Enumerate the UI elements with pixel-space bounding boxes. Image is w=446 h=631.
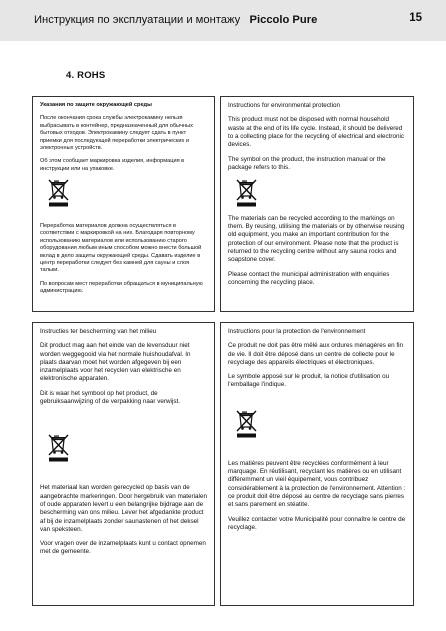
block-paragraph: Het materiaal kan worden gerecycled op basis van de aangebrachte markeringen. Door hergebruik van materialen of oude apparaten levert u een belangrijke bijdrage aan de bescherming van ons milieu. Lever het afgedankte product af bij de inzamelplaats zonder saunastenen of het deksel van speksteen.: [40, 484, 207, 533]
crossed-out-wheelie-bin-icon: [236, 179, 258, 207]
block-paragraph: Ce produit ne doit pas être mêlé aux ordures ménagères en fin de vie. Il doit être déposé dans un centre de collecte pour le recyclage des appareils électriques et électroniques.: [228, 342, 404, 366]
block-dutch: [32, 322, 215, 606]
block-paragraph: The symbol on the product, the instruction manual or the package refers to this.: [228, 155, 386, 172]
block-paragraph: Please contact the municipal administration with enquiries concerning the recycling place.: [228, 270, 390, 287]
header-manual-title: Инструкция по эксплуатации и монтажу: [34, 14, 241, 26]
block-paragraph: Об этом сообщает маркировка изделия, информация в инструкции или на упаковке.: [40, 158, 185, 172]
block-paragraph: После окончания срока службы электрокамину нельзя выбрасывать в контейнер, предназначенный для обычных бытовых отходов. Электрокамину следует сдать в пункт приемки для последующей переработки электрических и электронных устройств.: [40, 115, 193, 151]
header-title: [34, 14, 317, 26]
block-heading: Instructies ter bescherming van het milieu: [40, 328, 157, 335]
crossed-out-wheelie-bin-icon: [48, 179, 70, 207]
block-paragraph: This product must not be disposed with normal household waste at the end of its life cycle. Instead, it should be delivered to a collecting place for the recycling of electrical and electronic devices.: [228, 116, 405, 149]
block-heading: Instructions for environmental protection: [228, 102, 341, 109]
header-product-name: Piccolo Pure: [249, 14, 318, 26]
block-english: [220, 96, 414, 312]
block-paragraph: The materials can be recycled according to the markings on them. By reusing, utilising the materials or by otherwise reusing old equipment, you make an important contribution for the protection of our environment. Please note that the product is returned to the recycling centre without any sauna rocks and soapstone cover.: [228, 214, 405, 264]
block-paragraph: Les matières peuvent être recyclées conformément à leur marquage. En réutilisant, recyclant les matières ou en utilisant différemment un vieil équipement, vous contribuez considérablement à la protection de l'environnement. Attention : ce produit doit être déposé au centre de recyclage sans pierres et sans parement en stéatite.: [228, 459, 406, 509]
block-heading: Указания по защите окружающей среды: [40, 102, 152, 108]
block-paragraph: Dit product mag aan het einde van de levensduur niet worden weggegooid via het normale huishoudafval. In plaats daarvan moet het worden afgegeven bij een inzamelplaats voor het recyclen van elektrische en elektronische apparaten.: [40, 342, 191, 383]
block-paragraph: Veuillez contacter votre Municipalité pour connaître le centre de recyclage.: [228, 515, 406, 531]
crossed-out-wheelie-bin-icon: [48, 434, 70, 462]
section-title: 4. ROHS: [66, 70, 106, 81]
block-paragraph: Voor vragen over de inzamelplaats kunt u contact opnemen met de gemeente.: [40, 540, 206, 556]
page-number: 15: [409, 12, 422, 24]
block-paragraph: По вопросам мест переработки обращаться в муниципальную администрацию.: [40, 280, 203, 294]
block-paragraph: Переработка материалов должна осуществляться в соответствии с маркировкой на них. Благодаря повторному использованию материалов или использованию старого оборудования любым иным способом можно внести большой вклад в дело защиты окружающей среды. Сдавать изделие в центр переработки следует без камней для сауны и слоя тальки.: [40, 223, 202, 274]
block-french: [220, 322, 414, 606]
block-heading: Instructions pour la protection de l'environnement: [228, 328, 366, 335]
crossed-out-wheelie-bin-icon: [236, 410, 258, 438]
page-header: [0, 0, 446, 41]
block-russian: [32, 96, 215, 312]
block-paragraph: Dit is waar het symbool op het product, de gebruiksaanwijzing of de verpakking naar verwijst.: [40, 389, 181, 406]
block-paragraph: Le symbole apposé sur le produit, la notice d'utilisation ou l'emballage l'indique.: [228, 373, 390, 389]
